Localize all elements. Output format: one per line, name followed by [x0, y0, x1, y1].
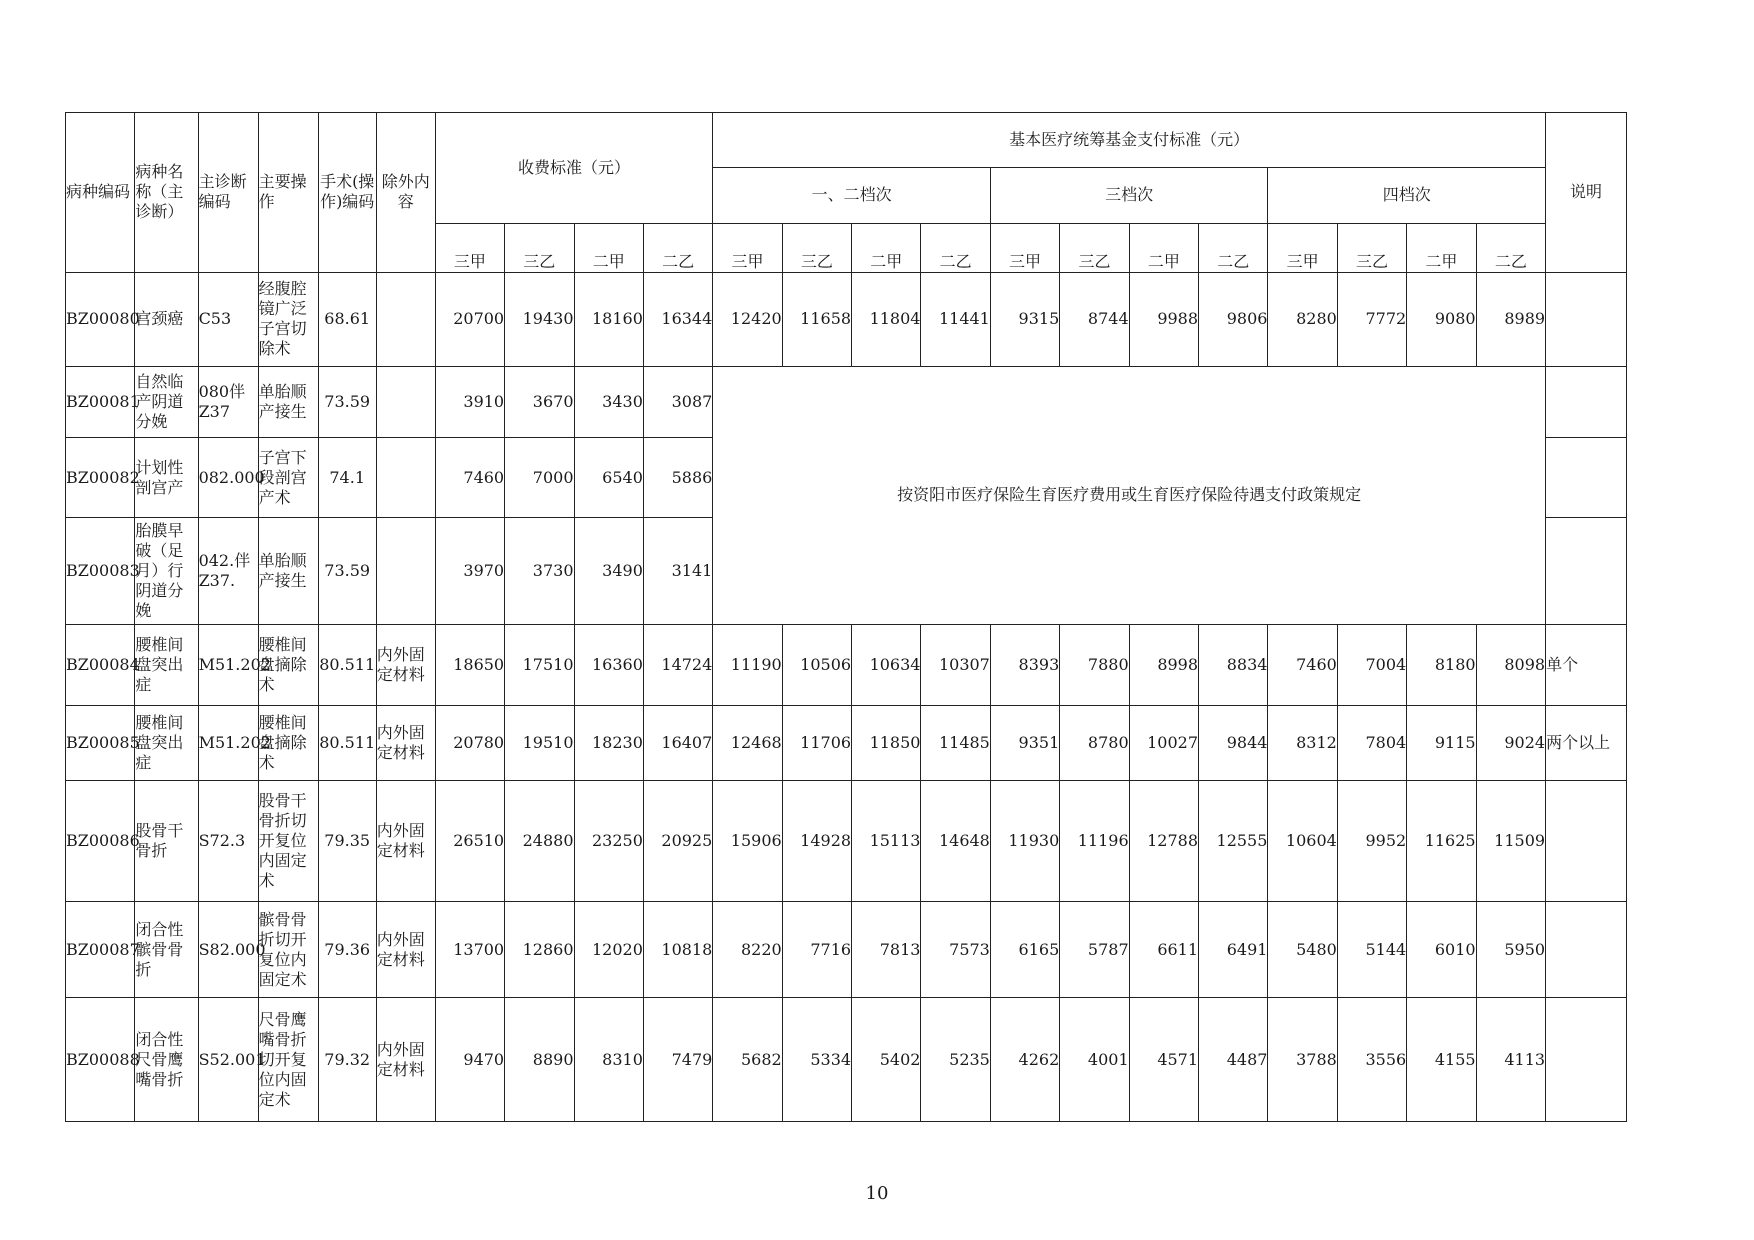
- op-code-cell: 74.1: [318, 438, 376, 518]
- exclusion-cell: 内外固定材料: [376, 781, 435, 902]
- fee-value-cell: 12860: [505, 901, 574, 997]
- fund-value-cell: 9351: [990, 706, 1059, 781]
- fund-value-cell: 5787: [1060, 901, 1129, 997]
- fund-value-cell: 4113: [1476, 998, 1545, 1122]
- fund-value-cell: 4262: [990, 998, 1059, 1122]
- page-number: 10: [865, 1183, 889, 1204]
- header-grade: 二甲: [574, 223, 643, 272]
- fee-value-cell: 7000: [505, 438, 574, 518]
- header-grade: 三乙: [505, 223, 574, 272]
- fee-value-cell: 3910: [435, 366, 504, 438]
- diag-code-cell: 082.000: [198, 438, 258, 518]
- header-fund-standard: 基本医疗统筹基金支付标准（元）: [713, 113, 1546, 168]
- table-row: [66, 781, 1627, 902]
- fee-value-cell: 20925: [643, 781, 712, 902]
- fund-value-cell: 9024: [1476, 706, 1545, 781]
- fund-value-cell: 8744: [1060, 272, 1129, 366]
- fund-value-cell: 11509: [1476, 781, 1545, 902]
- header-grade: 二乙: [921, 223, 990, 272]
- header-disease-name: 病种名称（主诊断）: [135, 113, 198, 273]
- fund-value-cell: 7460: [1268, 624, 1337, 706]
- fee-value-cell: 13700: [435, 901, 504, 997]
- fund-value-cell: 11930: [990, 781, 1059, 902]
- fee-value-cell: 7460: [435, 438, 504, 518]
- maternity-policy-note: 按资阳市医疗保险生育医疗费用或生育医疗保险待遇支付政策规定: [713, 366, 1546, 624]
- table-row: [66, 901, 1627, 997]
- remark-cell: [1546, 998, 1627, 1122]
- fund-value-cell: 6611: [1129, 901, 1198, 997]
- diag-code-cell: S52.001: [198, 998, 258, 1122]
- fund-value-cell: 5950: [1476, 901, 1545, 997]
- header-grade: 三甲: [435, 223, 504, 272]
- fee-value-cell: 3430: [574, 366, 643, 438]
- fund-value-cell: 12468: [713, 706, 782, 781]
- fund-value-cell: 14928: [782, 781, 851, 902]
- fee-value-cell: 24880: [505, 781, 574, 902]
- fund-value-cell: 10634: [852, 624, 921, 706]
- exclusion-cell: 内外固定材料: [376, 706, 435, 781]
- fund-value-cell: 15906: [713, 781, 782, 902]
- disease-code-cell: BZ00084: [66, 624, 135, 706]
- fund-value-cell: 4001: [1060, 998, 1129, 1122]
- fund-value-cell: 8393: [990, 624, 1059, 706]
- fund-value-cell: 7004: [1337, 624, 1406, 706]
- diag-code-cell: C53: [198, 272, 258, 366]
- fee-value-cell: 3670: [505, 366, 574, 438]
- op-code-cell: 79.35: [318, 781, 376, 902]
- fund-value-cell: 6165: [990, 901, 1059, 997]
- fund-value-cell: 3788: [1268, 998, 1337, 1122]
- fee-value-cell: 18160: [574, 272, 643, 366]
- exclusion-cell: [376, 366, 435, 438]
- fund-value-cell: 9952: [1337, 781, 1406, 902]
- fee-value-cell: 3490: [574, 518, 643, 624]
- header-grade: 二乙: [1476, 223, 1545, 272]
- op-code-cell: 80.511: [318, 706, 376, 781]
- fund-value-cell: 8989: [1476, 272, 1545, 366]
- header-grade: 二甲: [1129, 223, 1198, 272]
- fund-value-cell: 8180: [1407, 624, 1476, 706]
- fee-value-cell: 14724: [643, 624, 712, 706]
- fund-value-cell: 7804: [1337, 706, 1406, 781]
- fee-value-cell: 8310: [574, 998, 643, 1122]
- fund-value-cell: 7813: [852, 901, 921, 997]
- header-fee-standard: 收费标准（元）: [435, 113, 713, 224]
- table-row: [66, 998, 1627, 1122]
- fee-value-cell: 3141: [643, 518, 712, 624]
- fund-value-cell: 10307: [921, 624, 990, 706]
- header-remarks: 说明: [1546, 113, 1627, 273]
- fund-value-cell: 4155: [1407, 998, 1476, 1122]
- fee-value-cell: 16407: [643, 706, 712, 781]
- header-diag-code: 主诊断编码: [198, 113, 258, 273]
- fund-value-cell: 5235: [921, 998, 990, 1122]
- fund-value-cell: 8998: [1129, 624, 1198, 706]
- remark-cell: [1546, 438, 1627, 518]
- fund-value-cell: 8312: [1268, 706, 1337, 781]
- fee-value-cell: 16344: [643, 272, 712, 366]
- fund-value-cell: 3556: [1337, 998, 1406, 1122]
- header-grade: 三乙: [782, 223, 851, 272]
- fund-value-cell: 10027: [1129, 706, 1198, 781]
- diag-code-cell: 042.伴Z37.: [198, 518, 258, 624]
- fund-value-cell: 10604: [1268, 781, 1337, 902]
- fund-value-cell: 6491: [1199, 901, 1268, 997]
- header-tier-3: 三档次: [990, 168, 1268, 223]
- fund-value-cell: 11485: [921, 706, 990, 781]
- fund-value-cell: 7772: [1337, 272, 1406, 366]
- disease-name-cell: 股骨干骨折: [135, 781, 198, 902]
- fund-value-cell: 7573: [921, 901, 990, 997]
- fund-value-cell: 5334: [782, 998, 851, 1122]
- fee-value-cell: 20780: [435, 706, 504, 781]
- fund-value-cell: 4487: [1199, 998, 1268, 1122]
- op-code-cell: 73.59: [318, 366, 376, 438]
- fee-value-cell: 8890: [505, 998, 574, 1122]
- fee-value-cell: 3970: [435, 518, 504, 624]
- fee-value-cell: 3087: [643, 366, 712, 438]
- fee-value-cell: 12020: [574, 901, 643, 997]
- fund-value-cell: 12420: [713, 272, 782, 366]
- fund-value-cell: 10506: [782, 624, 851, 706]
- fund-value-cell: 8280: [1268, 272, 1337, 366]
- fee-value-cell: 26510: [435, 781, 504, 902]
- disease-name-cell: 腰椎间盘突出症: [135, 624, 198, 706]
- fund-value-cell: 15113: [852, 781, 921, 902]
- diag-code-cell: S82.000: [198, 901, 258, 997]
- exclusion-cell: [376, 518, 435, 624]
- table-row: [66, 272, 1627, 366]
- disease-code-cell: BZ00088: [66, 998, 135, 1122]
- operation-cell: 髌骨骨折切开复位内固定术: [258, 901, 318, 997]
- remark-cell: [1546, 781, 1627, 902]
- fund-value-cell: 12788: [1129, 781, 1198, 902]
- fund-value-cell: 4571: [1129, 998, 1198, 1122]
- header-grade: 三乙: [1060, 223, 1129, 272]
- fee-value-cell: 10818: [643, 901, 712, 997]
- fund-value-cell: 6010: [1407, 901, 1476, 997]
- remark-cell: 两个以上: [1546, 706, 1627, 781]
- fund-value-cell: 5144: [1337, 901, 1406, 997]
- fee-value-cell: 5886: [643, 438, 712, 518]
- diag-code-cell: 080伴Z37: [198, 366, 258, 438]
- remark-cell: [1546, 518, 1627, 624]
- operation-cell: 单胎顺产接生: [258, 518, 318, 624]
- diag-code-cell: S72.3: [198, 781, 258, 902]
- payment-standards-table: [65, 112, 1627, 1122]
- fund-value-cell: 11625: [1407, 781, 1476, 902]
- fund-value-cell: 14648: [921, 781, 990, 902]
- fund-value-cell: 11441: [921, 272, 990, 366]
- header-grade: 三乙: [1337, 223, 1406, 272]
- disease-name-cell: 自然临产阴道分娩: [135, 366, 198, 438]
- table-row: [66, 624, 1627, 706]
- fund-value-cell: 8098: [1476, 624, 1545, 706]
- diag-code-cell: M51.202: [198, 624, 258, 706]
- remark-cell: 单个: [1546, 624, 1627, 706]
- fee-value-cell: 18230: [574, 706, 643, 781]
- header-op-code: 手术(操作)编码: [318, 113, 376, 273]
- fund-value-cell: 5682: [713, 998, 782, 1122]
- header-grade: 三甲: [990, 223, 1059, 272]
- fund-value-cell: 7880: [1060, 624, 1129, 706]
- header-grade: 二甲: [852, 223, 921, 272]
- disease-code-cell: BZ00083: [66, 518, 135, 624]
- disease-name-cell: 闭合性尺骨鹰嘴骨折: [135, 998, 198, 1122]
- op-code-cell: 68.61: [318, 272, 376, 366]
- fund-value-cell: 9115: [1407, 706, 1476, 781]
- fund-value-cell: 8780: [1060, 706, 1129, 781]
- remark-cell: [1546, 901, 1627, 997]
- header-grade: 二乙: [1199, 223, 1268, 272]
- fund-value-cell: 12555: [1199, 781, 1268, 902]
- operation-cell: 子宫下段剖宫产术: [258, 438, 318, 518]
- header-exclusion: 除外内容: [376, 113, 435, 273]
- operation-cell: 单胎顺产接生: [258, 366, 318, 438]
- fund-value-cell: 9844: [1199, 706, 1268, 781]
- fund-value-cell: 11850: [852, 706, 921, 781]
- header-grade: 二甲: [1407, 223, 1476, 272]
- header-tier-4: 四档次: [1268, 168, 1546, 223]
- fee-value-cell: 6540: [574, 438, 643, 518]
- exclusion-cell: 内外固定材料: [376, 998, 435, 1122]
- fee-value-cell: 9470: [435, 998, 504, 1122]
- operation-cell: 腰椎间盘摘除术: [258, 624, 318, 706]
- header-main-operation: 主要操作: [258, 113, 318, 273]
- disease-name-cell: 计划性剖宫产: [135, 438, 198, 518]
- fund-value-cell: 11658: [782, 272, 851, 366]
- operation-cell: 经腹腔镜广泛子宫切除术: [258, 272, 318, 366]
- fund-value-cell: 5480: [1268, 901, 1337, 997]
- fund-value-cell: 9080: [1407, 272, 1476, 366]
- disease-code-cell: BZ00082: [66, 438, 135, 518]
- remark-cell: [1546, 272, 1627, 366]
- fee-value-cell: 7479: [643, 998, 712, 1122]
- exclusion-cell: 内外固定材料: [376, 901, 435, 997]
- operation-cell: 尺骨鹰嘴骨折切开复位内固定术: [258, 998, 318, 1122]
- fund-value-cell: 11706: [782, 706, 851, 781]
- fee-value-cell: 20700: [435, 272, 504, 366]
- disease-code-cell: BZ00086: [66, 781, 135, 902]
- table-row: [66, 366, 1627, 438]
- header-grade: 二乙: [643, 223, 712, 272]
- fund-value-cell: 7716: [782, 901, 851, 997]
- exclusion-cell: 内外固定材料: [376, 624, 435, 706]
- remark-cell: [1546, 366, 1627, 438]
- table-row: [66, 706, 1627, 781]
- disease-code-cell: BZ00087: [66, 901, 135, 997]
- fee-value-cell: 19510: [505, 706, 574, 781]
- fund-value-cell: 8220: [713, 901, 782, 997]
- fund-value-cell: 9988: [1129, 272, 1198, 366]
- fee-value-cell: 16360: [574, 624, 643, 706]
- exclusion-cell: [376, 272, 435, 366]
- disease-name-cell: 胎膜早破（足月）行阴道分娩: [135, 518, 198, 624]
- fee-value-cell: 19430: [505, 272, 574, 366]
- fund-value-cell: 5402: [852, 998, 921, 1122]
- op-code-cell: 73.59: [318, 518, 376, 624]
- op-code-cell: 79.32: [318, 998, 376, 1122]
- fund-value-cell: 8834: [1199, 624, 1268, 706]
- op-code-cell: 79.36: [318, 901, 376, 997]
- disease-name-cell: 腰椎间盘突出症: [135, 706, 198, 781]
- header-disease-code: 病种编码: [66, 113, 135, 273]
- fee-value-cell: 3730: [505, 518, 574, 624]
- fee-value-cell: 18650: [435, 624, 504, 706]
- op-code-cell: 80.511: [318, 624, 376, 706]
- disease-code-cell: BZ00085: [66, 706, 135, 781]
- fee-value-cell: 23250: [574, 781, 643, 902]
- fund-value-cell: 11804: [852, 272, 921, 366]
- diag-code-cell: M51.202: [198, 706, 258, 781]
- disease-name-cell: 闭合性髌骨骨折: [135, 901, 198, 997]
- header-grade: 三甲: [713, 223, 782, 272]
- header-grade: 三甲: [1268, 223, 1337, 272]
- fund-value-cell: 11190: [713, 624, 782, 706]
- fund-value-cell: 11196: [1060, 781, 1129, 902]
- fund-value-cell: 9315: [990, 272, 1059, 366]
- header-tier-1-2: 一、二档次: [713, 168, 991, 223]
- disease-name-cell: 宫颈癌: [135, 272, 198, 366]
- operation-cell: 股骨干骨折切开复位内固定术: [258, 781, 318, 902]
- fund-value-cell: 9806: [1199, 272, 1268, 366]
- disease-code-cell: BZ00081: [66, 366, 135, 438]
- exclusion-cell: [376, 438, 435, 518]
- fee-value-cell: 17510: [505, 624, 574, 706]
- operation-cell: 腰椎间盘摘除术: [258, 706, 318, 781]
- disease-code-cell: BZ00080: [66, 272, 135, 366]
